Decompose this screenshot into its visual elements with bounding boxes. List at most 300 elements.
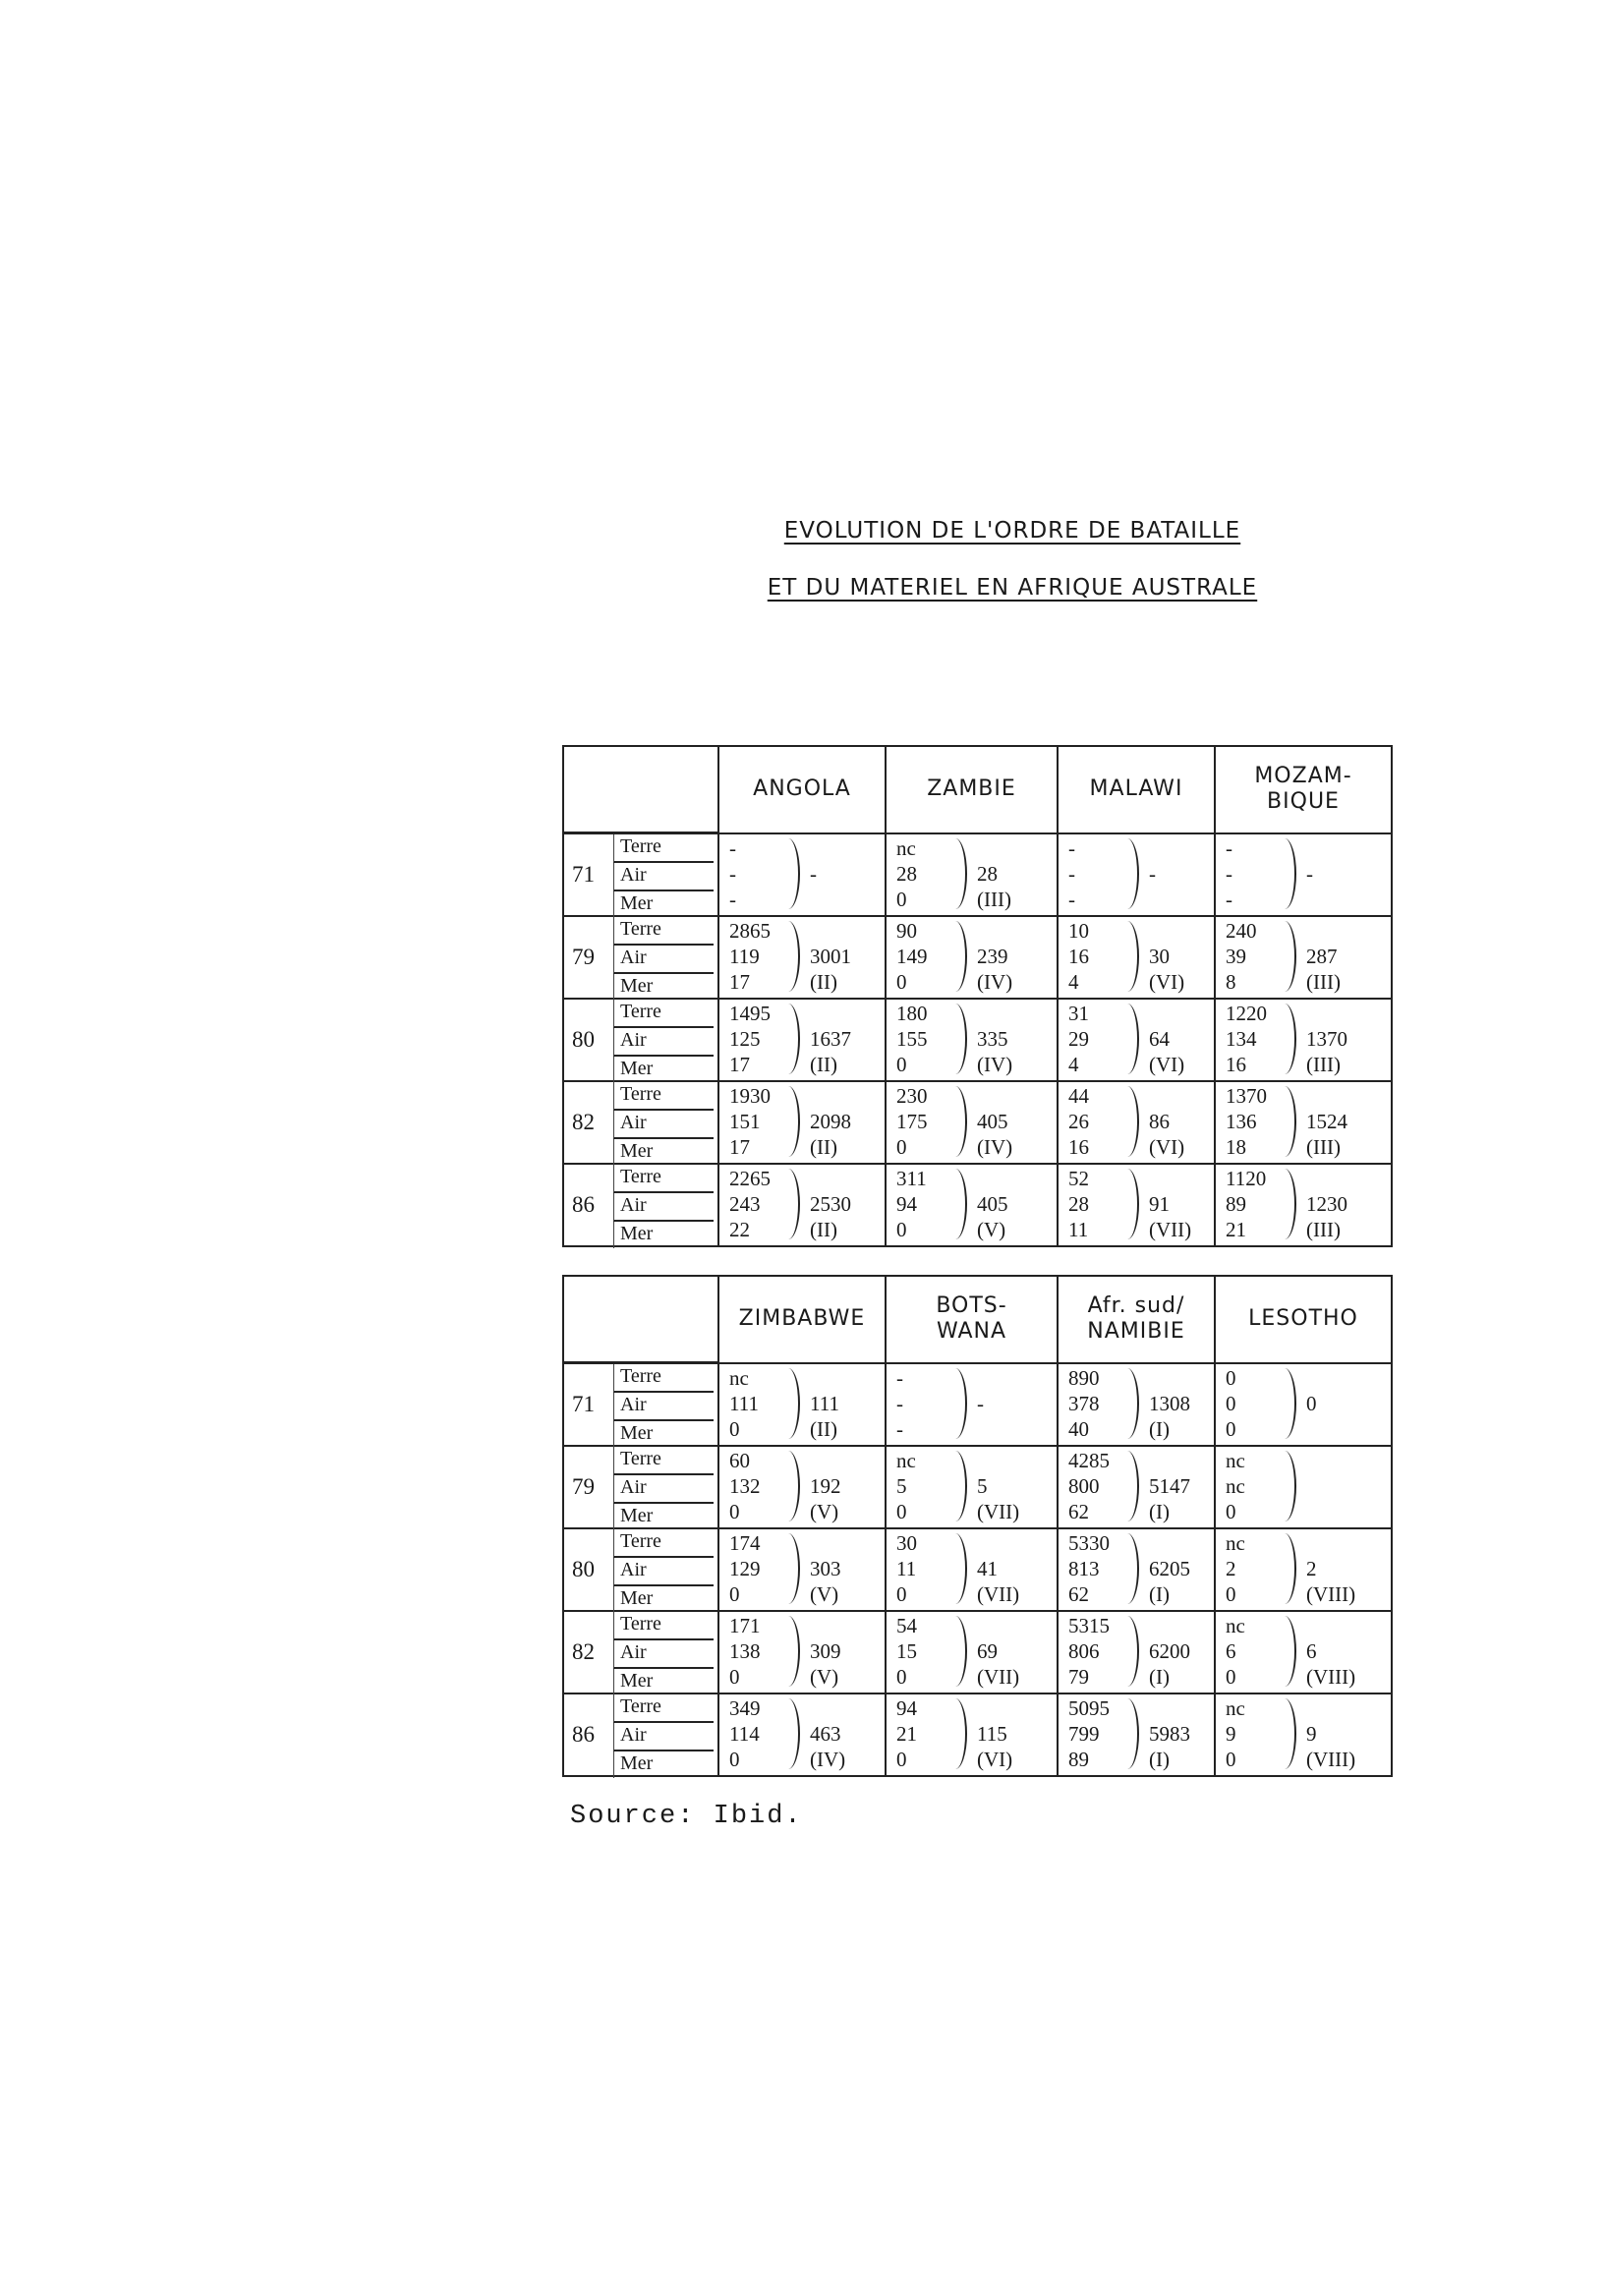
data-cell xyxy=(1215,916,1392,999)
branch-label: Mer xyxy=(613,974,714,1001)
terre-value: 10 xyxy=(1068,919,1089,943)
brace-mark xyxy=(944,1616,967,1687)
total-value: - xyxy=(810,861,817,886)
branch-labels xyxy=(613,834,714,918)
title-line-2: ET DU MATERIEL EN AFRIQUE AUSTRALE xyxy=(767,575,1258,601)
data-cell xyxy=(1215,1528,1392,1611)
total-value: 1637 xyxy=(810,1027,851,1051)
air-value: 39 xyxy=(1226,945,1246,968)
branch-label: Mer xyxy=(613,1669,714,1695)
mer-value: 4 xyxy=(1068,1053,1079,1076)
brace-mark xyxy=(944,1169,967,1239)
terre-value: 174 xyxy=(729,1531,761,1555)
year-row xyxy=(563,999,1392,1081)
terre-value: 311 xyxy=(896,1167,927,1190)
brace-mark xyxy=(944,921,967,992)
air-value: 125 xyxy=(729,1027,761,1051)
branch-label: Mer xyxy=(613,1751,714,1778)
data-cell xyxy=(718,1528,886,1611)
data-cell xyxy=(1215,1693,1392,1776)
branch-label: Terre xyxy=(613,1000,714,1028)
branch-label: Terre xyxy=(613,1447,714,1475)
branch-label: Air xyxy=(613,1111,714,1139)
rank-value: (III) xyxy=(1306,1053,1341,1076)
total-value: 1524 xyxy=(1306,1110,1347,1133)
air-value: 132 xyxy=(729,1474,761,1498)
data-cell xyxy=(1058,1446,1215,1528)
year-row xyxy=(563,1363,1392,1447)
country-header-line: BIQUE xyxy=(1267,789,1340,815)
air-value: 9 xyxy=(1226,1722,1236,1746)
rank-value: (V) xyxy=(810,1665,839,1689)
rank-value: (V) xyxy=(810,1500,839,1523)
rank-value: (IV) xyxy=(977,1053,1013,1076)
mer-value: - xyxy=(729,887,736,911)
total-value: 309 xyxy=(810,1639,841,1663)
mer-value: 0 xyxy=(1226,1665,1236,1689)
year-row xyxy=(563,1164,1392,1246)
data-cell xyxy=(1215,1081,1392,1164)
mer-value: - xyxy=(896,1416,903,1441)
total-value: 5 xyxy=(977,1474,988,1498)
air-value: 94 xyxy=(896,1192,917,1216)
total-value: 30 xyxy=(1149,945,1170,968)
air-value: 155 xyxy=(896,1027,928,1051)
branch-labels xyxy=(613,917,714,1001)
terre-value: 2865 xyxy=(729,919,771,943)
air-value: 806 xyxy=(1068,1639,1100,1663)
mer-value: 0 xyxy=(729,1416,740,1441)
brace-mark xyxy=(776,921,800,992)
total-value: - xyxy=(1149,861,1156,886)
mer-value: 79 xyxy=(1068,1665,1089,1689)
air-value: 134 xyxy=(1226,1027,1257,1051)
data-cell xyxy=(1058,1528,1215,1611)
data-cell xyxy=(1058,1611,1215,1693)
year-row xyxy=(563,1611,1392,1693)
air-value: 175 xyxy=(896,1110,928,1133)
country-header-line: MALAWI xyxy=(1089,776,1183,802)
branch-label: Air xyxy=(613,1393,714,1421)
brace-mark xyxy=(776,1533,800,1604)
data-cell xyxy=(1215,1164,1392,1246)
brace-mark xyxy=(776,1451,800,1521)
data-cell xyxy=(1215,999,1392,1081)
air-value: 149 xyxy=(896,945,928,968)
terre-value: 52 xyxy=(1068,1167,1089,1190)
total-value: 2 xyxy=(1306,1557,1317,1580)
branch-labels xyxy=(613,1529,714,1613)
rank-value: (II) xyxy=(810,1053,837,1076)
branch-labels xyxy=(613,1000,714,1083)
rank-value: (V) xyxy=(977,1218,1006,1241)
data-cell xyxy=(718,833,886,917)
brace-mark xyxy=(1116,1169,1139,1239)
rank-value: (III) xyxy=(1306,1218,1341,1241)
branch-labels xyxy=(613,1694,714,1778)
total-value: 335 xyxy=(977,1027,1008,1051)
total-value: 3001 xyxy=(810,945,851,968)
branch-label: Air xyxy=(613,946,714,974)
total-value: 91 xyxy=(1149,1192,1170,1216)
year-row xyxy=(563,916,1392,999)
terre-value: 0 xyxy=(1226,1365,1236,1390)
air-value: 6 xyxy=(1226,1639,1236,1663)
branch-label: Mer xyxy=(613,1504,714,1530)
rank-value: (V) xyxy=(810,1582,839,1606)
brace-mark xyxy=(776,1368,800,1439)
data-cell xyxy=(718,1363,886,1447)
title-line-1: EVOLUTION DE L'ORDRE DE BATAILLE xyxy=(783,518,1241,544)
mer-value: 62 xyxy=(1068,1582,1089,1606)
mer-value: 0 xyxy=(1226,1500,1236,1523)
total-value: 64 xyxy=(1149,1027,1170,1051)
mer-value: 0 xyxy=(896,1135,907,1159)
terre-value: 890 xyxy=(1068,1365,1100,1390)
data-cell xyxy=(718,1446,886,1528)
mer-value: 17 xyxy=(729,1053,750,1076)
terre-value: - xyxy=(1068,835,1075,860)
data-cell xyxy=(718,1693,886,1776)
rank-value: (VIII) xyxy=(1306,1748,1356,1771)
rank-value: (I) xyxy=(1149,1748,1170,1771)
brace-mark xyxy=(1116,1368,1139,1439)
terre-value: 171 xyxy=(729,1614,761,1637)
air-value: nc xyxy=(1226,1474,1245,1498)
mer-value: 0 xyxy=(896,1665,907,1689)
rank-value: (I) xyxy=(1149,1416,1170,1441)
year-label: 86 xyxy=(572,1722,595,1747)
mer-value: 0 xyxy=(729,1748,740,1771)
rank-value: (VIII) xyxy=(1306,1665,1356,1689)
rank-value: (II) xyxy=(810,1218,837,1241)
air-value: 800 xyxy=(1068,1474,1100,1498)
branch-label: Terre xyxy=(613,834,714,863)
brace-mark xyxy=(776,1169,800,1239)
total-value: 5983 xyxy=(1149,1722,1190,1746)
country-header-line: NAMIBIE xyxy=(1087,1319,1185,1345)
rank-value: (VII) xyxy=(1149,1218,1192,1241)
terre-value: 44 xyxy=(1068,1084,1089,1108)
mer-value: 0 xyxy=(1226,1416,1236,1441)
brace-mark xyxy=(1273,921,1296,992)
year-label: 79 xyxy=(572,945,595,969)
country-header xyxy=(886,1276,1058,1363)
terre-value: - xyxy=(1226,835,1232,860)
mer-value: 0 xyxy=(896,1218,907,1241)
brace-mark xyxy=(1273,1169,1296,1239)
header-row xyxy=(563,1276,1392,1363)
data-cell xyxy=(718,1081,886,1164)
data-cell xyxy=(718,1611,886,1693)
total-value: 1370 xyxy=(1306,1027,1347,1051)
air-value: 28 xyxy=(896,861,917,886)
terre-value: 90 xyxy=(896,919,917,943)
total-value: 1230 xyxy=(1306,1192,1347,1216)
terre-value: nc xyxy=(729,1365,749,1390)
mer-value: 0 xyxy=(896,1053,907,1076)
mer-value: 0 xyxy=(1226,1748,1236,1771)
year-label: 82 xyxy=(572,1110,595,1134)
year-cell xyxy=(563,1528,718,1611)
year-cell xyxy=(563,1693,718,1776)
terre-value: 94 xyxy=(896,1696,917,1720)
year-cell xyxy=(563,1363,718,1447)
mer-value: 0 xyxy=(1226,1582,1236,1606)
branch-label: Mer xyxy=(613,1586,714,1613)
air-value: 11 xyxy=(896,1557,917,1580)
brace-mark xyxy=(1116,1533,1139,1604)
mer-value: 0 xyxy=(896,1748,907,1771)
country-header-line: ZIMBABWE xyxy=(738,1306,866,1332)
brace-mark xyxy=(1116,1086,1139,1157)
mer-value: - xyxy=(1226,887,1232,911)
country-header-line: WANA xyxy=(936,1319,1007,1345)
air-value: - xyxy=(896,1391,903,1415)
brace-mark xyxy=(944,1086,967,1157)
air-value: - xyxy=(1068,861,1075,886)
terre-value: 1495 xyxy=(729,1002,771,1025)
air-value: 151 xyxy=(729,1110,761,1133)
branch-label: Mer xyxy=(613,1057,714,1083)
source-note: Source: Ibid. xyxy=(570,1802,803,1831)
mer-value: 8 xyxy=(1226,970,1236,994)
terre-value: 54 xyxy=(896,1614,917,1637)
branch-label: Air xyxy=(613,1193,714,1222)
year-cell xyxy=(563,1446,718,1528)
rank-value: (III) xyxy=(977,887,1011,911)
terre-value: 5095 xyxy=(1068,1696,1110,1720)
air-value: 26 xyxy=(1068,1110,1089,1133)
year-cell xyxy=(563,1164,718,1246)
branch-label: Terre xyxy=(613,1612,714,1640)
year-label: 80 xyxy=(572,1027,595,1052)
air-value: 15 xyxy=(896,1639,917,1663)
mer-value: 89 xyxy=(1068,1748,1089,1771)
total-value: 405 xyxy=(977,1110,1008,1133)
mer-value: 0 xyxy=(896,1500,907,1523)
total-value: 2098 xyxy=(810,1110,851,1133)
air-value: 129 xyxy=(729,1557,761,1580)
year-label: 79 xyxy=(572,1474,595,1499)
branch-label: Mer xyxy=(613,1421,714,1448)
air-value: 114 xyxy=(729,1722,760,1746)
mer-value: 0 xyxy=(729,1665,740,1689)
total-value: 463 xyxy=(810,1722,841,1746)
rank-value: (VI) xyxy=(1149,1053,1185,1076)
rank-value: (VI) xyxy=(977,1748,1013,1771)
terre-value: nc xyxy=(1226,1696,1245,1720)
total-value: - xyxy=(1306,861,1313,886)
brace-mark xyxy=(776,1004,800,1074)
air-value: 119 xyxy=(729,945,760,968)
data-cell xyxy=(1215,1446,1392,1528)
data-cell xyxy=(886,1164,1058,1246)
brace-mark xyxy=(1116,921,1139,992)
branch-labels xyxy=(613,1612,714,1695)
terre-value: 180 xyxy=(896,1002,928,1025)
terre-value: 1220 xyxy=(1226,1002,1267,1025)
rank-value: (I) xyxy=(1149,1582,1170,1606)
rank-value: (VII) xyxy=(977,1582,1020,1606)
year-row xyxy=(563,1081,1392,1164)
branch-labels xyxy=(613,1447,714,1530)
data-cell xyxy=(1058,999,1215,1081)
brace-mark xyxy=(1116,1698,1139,1769)
mer-value: 40 xyxy=(1068,1416,1089,1441)
branch-label: Air xyxy=(613,1475,714,1504)
data-cell xyxy=(886,916,1058,999)
total-value: 287 xyxy=(1306,945,1338,968)
branch-label: Terre xyxy=(613,1694,714,1723)
air-value: 2 xyxy=(1226,1557,1236,1580)
year-cell xyxy=(563,1081,718,1164)
country-header xyxy=(1058,1276,1215,1363)
mer-value: 0 xyxy=(896,887,907,911)
data-cell xyxy=(1058,1081,1215,1164)
branch-labels xyxy=(613,1165,714,1248)
total-value: 6200 xyxy=(1149,1639,1190,1663)
year-cell xyxy=(563,833,718,917)
mer-value: 16 xyxy=(1068,1135,1089,1159)
brace-mark xyxy=(1273,1533,1296,1604)
year-cell xyxy=(563,999,718,1081)
data-cell xyxy=(886,1081,1058,1164)
header-corner xyxy=(563,1276,718,1363)
country-header-line: MOZAM- xyxy=(1254,764,1352,789)
rank-value: (II) xyxy=(810,1416,837,1441)
branch-label: Mer xyxy=(613,1222,714,1248)
terre-value: 60 xyxy=(729,1449,750,1472)
branch-label: Terre xyxy=(613,1082,714,1111)
brace-mark xyxy=(944,1533,967,1604)
brace-mark xyxy=(944,1368,967,1439)
country-header xyxy=(718,746,886,833)
terre-value: nc xyxy=(896,835,916,860)
terre-value: 5330 xyxy=(1068,1531,1110,1555)
year-row xyxy=(563,833,1392,917)
air-value: 89 xyxy=(1226,1192,1246,1216)
total-value: 86 xyxy=(1149,1110,1170,1133)
data-cell xyxy=(1058,1164,1215,1246)
data-cell xyxy=(886,1363,1058,1447)
terre-value: 5315 xyxy=(1068,1614,1110,1637)
data-cell xyxy=(1058,1363,1215,1447)
total-value: 2530 xyxy=(810,1192,851,1216)
table-order-of-battle-1 xyxy=(562,745,1393,1247)
brace-mark xyxy=(1273,1368,1296,1439)
year-row xyxy=(563,1693,1392,1776)
mer-value: 21 xyxy=(1226,1218,1246,1241)
brace-mark xyxy=(1273,1451,1296,1521)
year-row xyxy=(563,1528,1392,1611)
data-cell xyxy=(1058,916,1215,999)
brace-mark xyxy=(1273,1698,1296,1769)
year-label: 86 xyxy=(572,1192,595,1217)
branch-label: Air xyxy=(613,1028,714,1057)
header-row xyxy=(563,746,1392,833)
total-value: 115 xyxy=(977,1722,1007,1746)
total-value: 303 xyxy=(810,1557,841,1580)
terre-value: nc xyxy=(1226,1614,1245,1637)
data-cell xyxy=(718,1164,886,1246)
data-cell xyxy=(718,999,886,1081)
country-header xyxy=(1058,746,1215,833)
brace-mark xyxy=(944,838,967,909)
rank-value: (VI) xyxy=(1149,970,1185,994)
data-cell xyxy=(886,1693,1058,1776)
terre-value: 31 xyxy=(1068,1002,1089,1025)
data-cell xyxy=(886,1446,1058,1528)
year-label: 71 xyxy=(572,862,595,887)
mer-value: 17 xyxy=(729,970,750,994)
air-value: - xyxy=(1226,861,1232,886)
rank-value: (IV) xyxy=(810,1748,846,1771)
air-value: 799 xyxy=(1068,1722,1100,1746)
total-value: 41 xyxy=(977,1557,998,1580)
mer-value: - xyxy=(1068,887,1075,911)
mer-value: 11 xyxy=(1068,1218,1089,1241)
data-cell xyxy=(886,1528,1058,1611)
terre-value: - xyxy=(896,1365,903,1390)
air-value: 136 xyxy=(1226,1110,1257,1133)
data-cell xyxy=(1058,833,1215,917)
branch-label: Mer xyxy=(613,1139,714,1166)
brace-mark xyxy=(1273,1086,1296,1157)
year-row xyxy=(563,1446,1392,1528)
year-label: 80 xyxy=(572,1557,595,1581)
terre-value: 230 xyxy=(896,1084,928,1108)
branch-labels xyxy=(613,1364,714,1448)
rank-value: (VIII) xyxy=(1306,1582,1356,1606)
terre-value: 1930 xyxy=(729,1084,771,1108)
air-value: - xyxy=(729,861,736,886)
mer-value: 16 xyxy=(1226,1053,1246,1076)
data-cell xyxy=(1215,1363,1392,1447)
brace-mark xyxy=(1116,1616,1139,1687)
mer-value: 22 xyxy=(729,1218,750,1241)
brace-mark xyxy=(1273,1004,1296,1074)
year-cell xyxy=(563,916,718,999)
brace-mark xyxy=(944,1004,967,1074)
mer-value: 0 xyxy=(896,970,907,994)
brace-mark xyxy=(944,1698,967,1769)
brace-mark xyxy=(1273,838,1296,909)
rank-value: (III) xyxy=(1306,1135,1341,1159)
data-cell xyxy=(718,916,886,999)
data-cell xyxy=(886,1611,1058,1693)
air-value: 111 xyxy=(729,1391,759,1415)
air-value: 0 xyxy=(1226,1391,1236,1415)
branch-label: Air xyxy=(613,1558,714,1586)
country-header xyxy=(1215,1276,1392,1363)
total-value: 6 xyxy=(1306,1639,1317,1663)
total-value: 192 xyxy=(810,1474,841,1498)
air-value: 16 xyxy=(1068,945,1089,968)
rank-value: (VII) xyxy=(977,1500,1020,1523)
total-value: - xyxy=(977,1391,984,1415)
mer-value: 0 xyxy=(729,1500,740,1523)
branch-label: Terre xyxy=(613,1529,714,1558)
total-value: 111 xyxy=(810,1391,839,1415)
branch-label: Terre xyxy=(613,1165,714,1193)
branch-label: Terre xyxy=(613,917,714,946)
terre-value: nc xyxy=(896,1449,916,1472)
mer-value: 0 xyxy=(729,1582,740,1606)
air-value: 378 xyxy=(1068,1391,1100,1415)
total-value: 28 xyxy=(977,861,998,886)
country-header-line: LESOTHO xyxy=(1248,1306,1358,1332)
